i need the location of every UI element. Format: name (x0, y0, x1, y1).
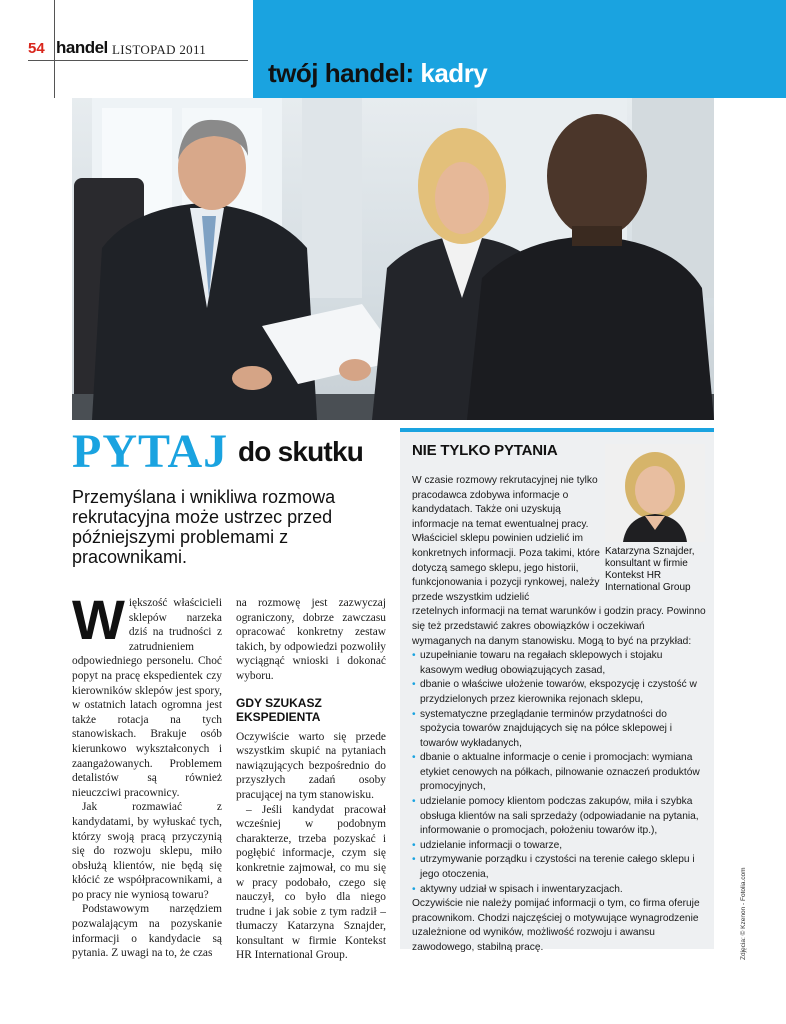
section-title (268, 58, 487, 89)
list-item: • udzielanie pomocy klientom podczas zakupów, miła i szybka obsługa klientów na sali sprzedaży (odpowiadanie na pytania, informowanie o promocjach, położeniu towarów itp.), (412, 795, 706, 839)
paragraph (72, 588, 222, 800)
paragraph: – Jeśli kandydat pracował wcześniej w podobnym charakterze, trzeba pozyskać i pogłębić informacje, czym się konkretnie zajmował, co mu się w pracy podobało, czego się nauczył, co było dla niego trudne i jak sobie z tym radził – tłumaczy Katarzyna Sznajder, konsultant w firmie Kontekst HR International Group. (236, 803, 386, 962)
article-title-sub: do skutku (238, 436, 364, 467)
article-column-1 (72, 588, 222, 961)
paragraph: na rozmowę jest zazwyczaj ograniczony, dobrze zawczasu opracować konkretny zestaw takich, by odpowiedzi pozwoliły wyciągnąć wnioski i dokonać wyboru. (236, 597, 386, 682)
subheading: GDY SZUKASZ EKSPEDIENTA (236, 695, 322, 724)
header-divider-horizontal (28, 60, 248, 61)
sidebar-title: NIE TYLKO PYTANIA (412, 442, 558, 459)
paragraph-text: iększość właścicieli sklepów narzeka dziś na trudności z zatrudnieniem odpowiedniego personelu. Choć popyt na pracę ekspedientek czy kierowników sklepów jest spory, w ostatnich latach ogromna jest także rotacja na tych stanowiskach. Brakuje osób kierunkowo wykształconych i zaangażowanych. Problemem detalistów są również nieuczciwi pracownicy. (72, 597, 222, 799)
list-item: • aktywny udział w spisach i inwentaryzacjach. (412, 883, 706, 898)
consultant-caption: Katarzyna Sznajder, konsultant w firmie Kontekst HR International Group (605, 546, 695, 593)
sidebar-outro: Oczywiście nie należy pomijać informacji o tym, co firma oferuje pracownikom. Chodzi najczęściej o motywujące wynagrodzenie uzależnione od wyników, możliwość rozwoju i awansu zawodowego, stabilną pracę. (412, 898, 700, 953)
page-number: 54 (28, 40, 45, 57)
article-lead: Przemyślana i wnikliwa rozmowa rekrutacyjna może ustrzec przed późniejszymi problemami z pracownikami. (72, 487, 336, 567)
section-name: kadry (420, 58, 488, 88)
magazine-issue: LISTOPAD 2011 (112, 42, 207, 57)
list-item: • dbanie o właściwe ułożenie towarów, ekspozycję i czystość w przydzielonych przez kierownika rejonach sklepu, (412, 678, 706, 707)
header-divider-vertical (54, 0, 55, 98)
magazine-name: handel (56, 38, 108, 57)
article-column-2 (236, 596, 386, 963)
sidebar-intro-cont: rzetelnych informacji na temat warunków i godzin pracy. Powinno się też przedstawić zakres obowiązków i oczekiwań wymaganych na danym stanowisku. Mogą to być na przykład: (412, 606, 706, 647)
sidebar-intro: W czasie rozmowy rekrutacyjnej nie tylko pracodawca zdobywa informacje o kandydatach. Także oni uzyskują informacje na temat ewentualnej pracy. Właściciel sklepu powinien udzielić im konkretnych informacji. Poza takimi, które dotyczą samego sklepu, jego historii, funkcjonowania i pozycji rynkowej, należy przede wszystkim udzielić (412, 475, 600, 603)
sidebar-box (400, 428, 714, 953)
article-title: PYTAJ (72, 425, 229, 478)
paragraph: Jak rozmawiać z kandydatami, by wyłuskać tych, którzy swoją pracą przyczynią się do rozwoju sklepu, miło obsłużą klientów, nie będą się kłócić ze współpracownikami, a po pracy nie wyniosą towaru? (72, 801, 222, 901)
list-item: • uzupełnianie towaru na regałach sklepowych i stojaku kasowym według obowiązujących zasad, (412, 649, 706, 678)
list-item: • udzielanie informacji o towarze, (412, 839, 706, 854)
list-item: • dbanie o aktualne informacje o cenie i promocjach: wymiana etykiet cenowych na półkach, pilnowanie oznaczeń produktów promocyjnych, (412, 751, 706, 795)
interview-photo (72, 98, 714, 420)
list-item: • systematyczne przeglądanie terminów przydatności do spożycia towarów znajdujących się na półce sklepowej i towarów wykładanych, (412, 708, 706, 752)
duties-list (412, 649, 706, 897)
sidebar-text (412, 474, 706, 956)
dropcap: W (72, 588, 125, 651)
list-item: • utrzymywanie porządku i czystości na terenie całego sklepu i jego otoczenia, (412, 853, 706, 882)
section-prefix: twój handel: (268, 58, 421, 88)
photo-credit: Zdjęcia: © Kzenon - Fotolia.com (740, 867, 747, 960)
paragraph: Podstawowym narzędziem pozwalającym na pozyskanie informacji o kandydacie są pytania. Z uwagi na to, że czas (72, 903, 222, 960)
paragraph: Oczywiście warto się przede wszystkim skupić na pytaniach nawiązujących bezpośrednio do przyszłych zadań osoby pracującej na tym stanowisku. (236, 730, 386, 801)
